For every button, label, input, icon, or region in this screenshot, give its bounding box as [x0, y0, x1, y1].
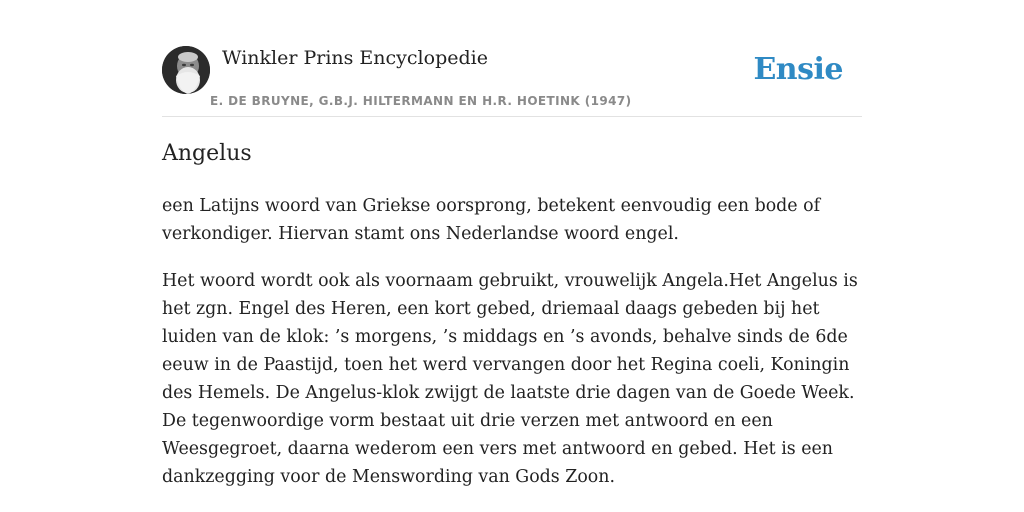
article-title: Angelus: [162, 141, 252, 166]
source-authors: E. DE BRUYNE, G.B.J. HILTERMANN EN H.R. HOETINK (1947): [210, 94, 632, 108]
article-paragraph: een Latijns woord van Griekse oorsprong, betekent eenvoudig een bode of verkondiger. Hiervan stamt ons Nederlandse woord engel.: [162, 196, 821, 244]
article: [162, 138, 862, 491]
article-paragraph: Het woord wordt ook als voornaam gebruikt, vrouwelijk Angela.Het Angelus is het zgn. Engel des Heren, een kort gebed, driemaal daags gebeden bij het luiden van de klok: ’s morgens, ’s middags en ’s avonds, behalve sinds de 6de eeuw in de Paastijd, toen het werd vervangen door het Regina coeli, Koningin des Hemels. De Angelus-klok zwijgt de laatste drie dagen van de Goede Week. De tegenwoordige vorm bestaat uit drie verzen met antwoord en een Weesgegroet, daarna wederom een vers met antwoord en gebed. Het is een dankzegging voor de Menswording van Gods Zoon.: [162, 271, 858, 487]
author-avatar[interactable]: [162, 46, 210, 94]
source-title[interactable]: Winkler Prins Encyclopedie: [222, 47, 488, 69]
brand-logo[interactable]: Ensie: [753, 52, 843, 87]
portrait-icon: [162, 46, 210, 94]
source-header: [162, 46, 862, 117]
